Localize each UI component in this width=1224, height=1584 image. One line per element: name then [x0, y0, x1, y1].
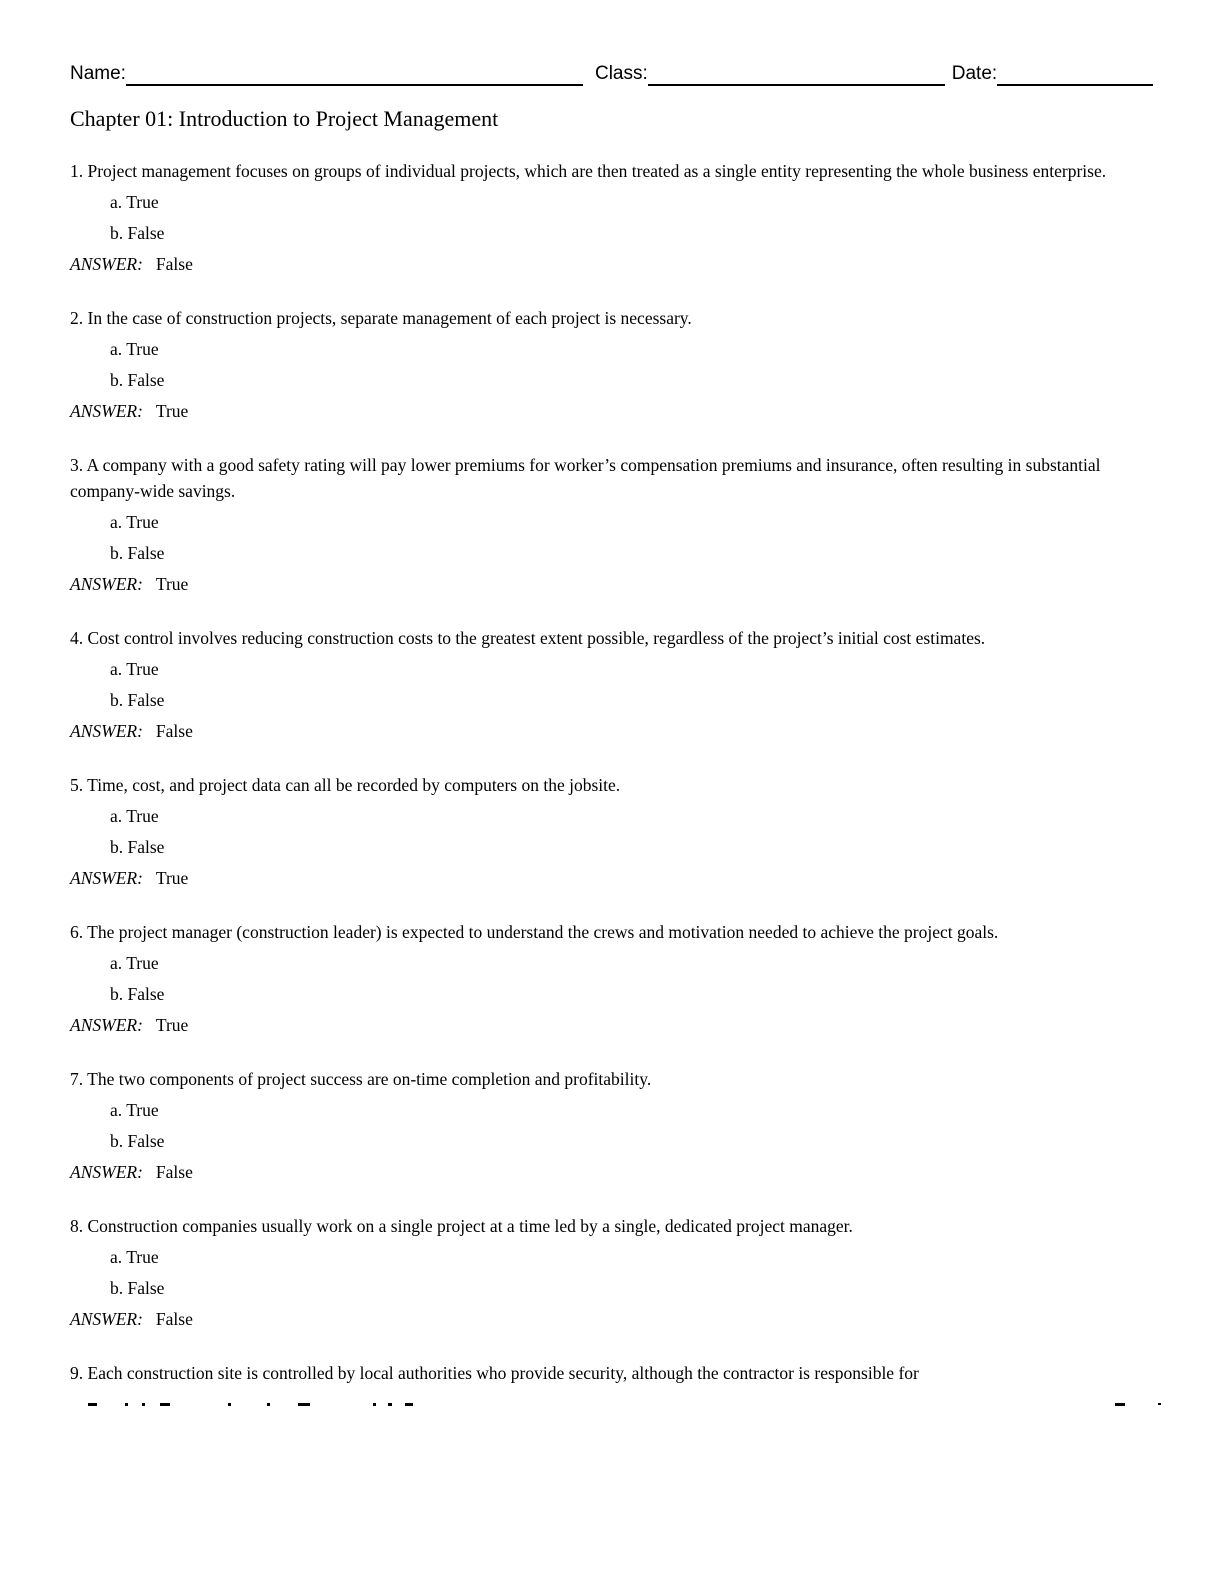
option-a: a. True	[110, 1247, 159, 1267]
answer-line	[70, 865, 1155, 891]
question-block	[70, 625, 1155, 744]
question-text: 5. Time, cost, and project data can all be recorded by computers on the jobsite.	[70, 775, 621, 795]
option-b: b. False	[110, 1131, 165, 1151]
answer-label: ANSWER:	[70, 1162, 143, 1182]
question-block	[70, 158, 1155, 277]
answer-label: ANSWER:	[70, 401, 143, 421]
question-text: 6. The project manager (construction leader) is expected to understand the crews and motivation needed to achieve the project goals.	[70, 922, 999, 942]
option-a: a. True	[110, 659, 159, 679]
class-label: Class:	[594, 63, 648, 84]
option-b: b. False	[110, 223, 165, 243]
answer-value: False	[155, 721, 193, 741]
answer-line	[70, 251, 1155, 277]
question-text: 8. Construction companies usually work on a single project at a time led by a single, dedicated project manager.	[70, 1216, 853, 1236]
answer-label: ANSWER:	[70, 574, 143, 594]
option-a: a. True	[110, 1100, 159, 1120]
question-block	[70, 305, 1155, 424]
option-a: a. True	[110, 512, 159, 532]
answer-value: True	[155, 574, 189, 594]
answer-line	[70, 718, 1155, 744]
answer-label: ANSWER:	[70, 254, 143, 274]
question-text: 3. A company with a good safety rating will pay lower premiums for worker’s compensation premiums and insurance, often resulting in substantial company-wide savings.	[70, 455, 1101, 501]
page-title: Chapter 01: Introduction to Project Management	[70, 106, 499, 131]
question-block	[70, 919, 1155, 1038]
question-text: 4. Cost control involves reducing construction costs to the greatest extent possible, regardless of the project’s initial cost estimates.	[70, 628, 986, 648]
answer-line	[70, 571, 1155, 597]
answer-line	[70, 398, 1155, 424]
answer-label: ANSWER:	[70, 868, 143, 888]
name-blank-line	[126, 66, 583, 86]
option-a: a. True	[110, 806, 159, 826]
answer-label: ANSWER:	[70, 1309, 143, 1329]
header-fields	[70, 62, 1155, 86]
question-block	[70, 1360, 1155, 1408]
answer-value: False	[155, 1309, 193, 1329]
question-block	[70, 1066, 1155, 1185]
answer-value: True	[155, 401, 189, 421]
date-label: Date:	[951, 63, 998, 84]
option-b: b. False	[110, 690, 165, 710]
answer-line	[70, 1306, 1155, 1332]
clipped-footer-fragment	[1115, 1403, 1125, 1406]
answer-value: False	[155, 254, 193, 274]
clipped-text-fragments	[70, 1403, 1155, 1408]
clipped-footer-fragment	[1158, 1403, 1161, 1405]
answer-value: True	[155, 1015, 189, 1035]
question-text: 1. Project management focuses on groups of individual projects, which are then treated as a single entity representing the whole business enterprise.	[70, 161, 1107, 181]
question-block	[70, 772, 1155, 891]
question-text: 2. In the case of construction projects, separate management of each project is necessary.	[70, 308, 692, 328]
option-a: a. True	[110, 953, 159, 973]
name-label: Name:	[70, 63, 126, 84]
answer-line	[70, 1012, 1155, 1038]
question-text: 9. Each construction site is controlled by local authorities who provide security, although the contractor is responsible for	[70, 1363, 919, 1383]
answer-value: True	[155, 868, 189, 888]
question-text: 7. The two components of project success are on-time completion and profitability.	[70, 1069, 652, 1089]
option-b: b. False	[110, 837, 165, 857]
option-a: a. True	[110, 192, 159, 212]
answer-label: ANSWER:	[70, 721, 143, 741]
class-blank-line	[648, 66, 945, 86]
answer-value: False	[155, 1162, 193, 1182]
answer-label: ANSWER:	[70, 1015, 143, 1035]
date-blank-line	[997, 66, 1153, 86]
question-block	[70, 452, 1155, 597]
question-block	[70, 1213, 1155, 1332]
option-b: b. False	[110, 1278, 165, 1298]
option-b: b. False	[110, 370, 165, 390]
option-b: b. False	[110, 543, 165, 563]
option-b: b. False	[110, 984, 165, 1004]
answer-line	[70, 1159, 1155, 1185]
option-a: a. True	[110, 339, 159, 359]
